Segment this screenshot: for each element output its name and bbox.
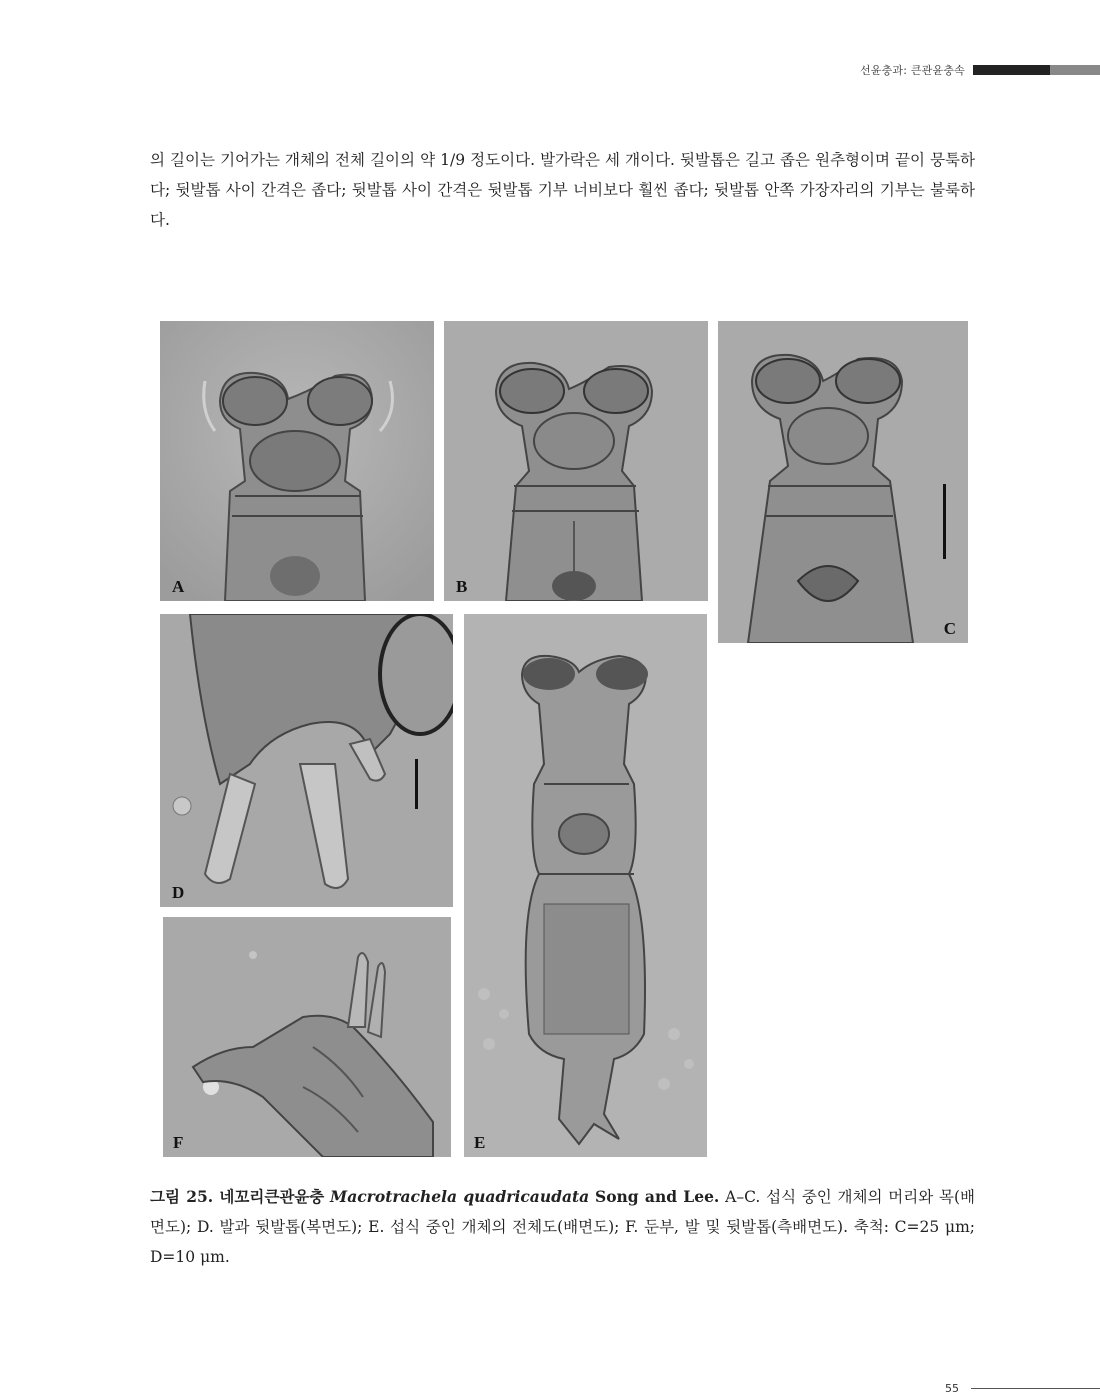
figure-panel-f [163,917,451,1157]
header-bar-grey [1050,65,1100,75]
panel-label-a: A [172,577,185,596]
page-number: 55 [945,1381,959,1395]
running-header [860,62,1100,78]
panel-label-c: C [943,619,956,638]
footer-rule [971,1388,1100,1389]
panel-label-e: E [474,1133,486,1152]
figure-panel-d [160,614,453,907]
page-footer [945,1380,1100,1396]
body-paragraph: 의 길이는 기어가는 개체의 전체 길이의 약 1/9 정도이다. 발가락은 세 개이다. 뒷발톱은 길고 좁은 원추형이며 끝이 뭉툭하다; 뒷발톱 사이 간격은 좁다; 뒷발톱 사이 간격은 뒷발톱 기부 너비보다 훨씬 좁다; 뒷발톱 안쪽 가장자리의 기부는 불룩하다. [150,151,975,229]
figure-panel-e [464,614,707,1157]
micrograph-head-c [718,321,968,643]
micrograph-whole-e [464,614,707,1157]
panel-label-d: D [172,883,185,902]
caption-authors: Song and Lee. [595,1187,720,1206]
body-text [150,145,975,235]
panel-label-b: B [456,577,468,596]
figure-panel-b [444,321,708,601]
header-bar-dark [973,65,1050,75]
micrograph-foot-d [160,614,453,907]
running-title: 선윤충과: 큰관윤충속 [859,64,965,77]
figure-panel-c [718,321,968,643]
micrograph-rump-f [163,917,451,1157]
figure-caption [150,1182,975,1272]
panel-label-f: F [173,1133,184,1152]
micrograph-head-b [444,321,708,601]
micrograph-head-a [160,321,434,601]
scale-bar-c [943,484,946,559]
caption-text: A–C. 섭식 중인 개체의 머리와 목(배면도); D. 발과 뒷발톱(복면도); E. 섭식 중인 개체의 전체도(배면도); F. 둔부, 발 및 뒷발톱(측배면도). 축척: C=25 μm; D=10 μm. [150,1188,975,1266]
caption-species-name: Macrotrachela quadricaudata [330,1187,590,1206]
caption-figure-title: 그림 25. 네꼬리큰관윤충 [150,1187,325,1206]
figure-panel-a [160,321,434,601]
scale-bar-d [415,759,418,809]
